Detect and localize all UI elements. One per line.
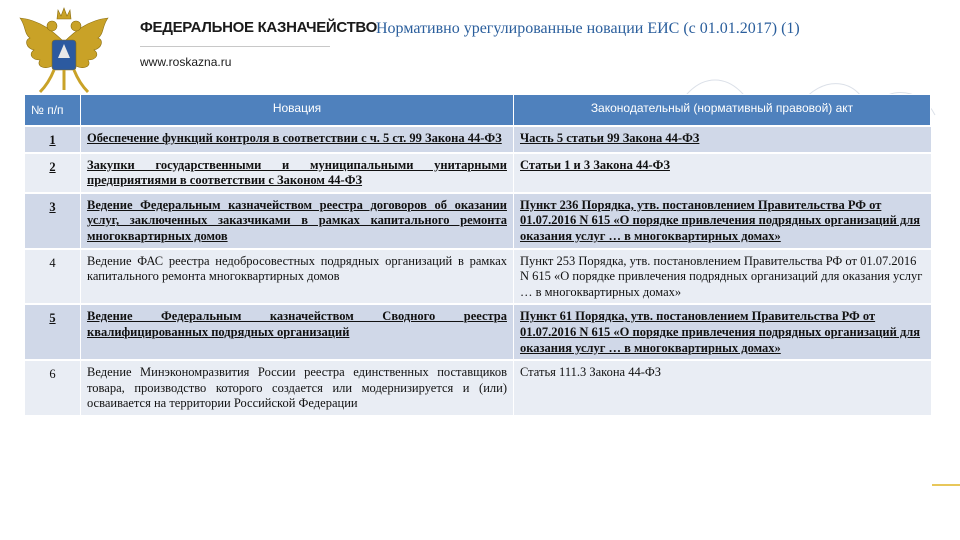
table-row: [25, 249, 931, 305]
act-cell: Статья 111.3 Закона 44-ФЗ: [514, 360, 931, 415]
table-row: [25, 126, 931, 153]
org-url: www.roskazna.ru: [140, 55, 232, 69]
act-cell: Статьи 1 и 3 Закона 44-ФЗ: [514, 153, 931, 193]
innovations-table: [24, 94, 931, 415]
act-cell: Пункт 253 Порядка, утв. постановлением Правительства РФ от 01.07.2016 N 615 «О порядке привлечения подрядных организаций для оказания услуг … в многоквартирных домах»: [514, 249, 931, 305]
innovation-cell: Закупки государственными и муниципальными унитарными предприятиями в соответствии с Законом 44-ФЗ: [81, 153, 514, 193]
column-header-number: № п/п: [25, 95, 81, 127]
table-row: [25, 360, 931, 415]
org-name: ФЕДЕРАЛЬНОЕ КАЗНАЧЕЙСТВО: [140, 19, 377, 36]
slide-title: Нормативно урегулированные новации ЕИС (с 01.01.2017) (1): [376, 20, 800, 37]
innovation-cell: Ведение Федеральным казначейством реестра договоров об оказании услуг, заключенных заказчиками в рамках капитального ремонта многоквартирных домов: [81, 193, 514, 249]
decorative-gold-line: [932, 484, 960, 486]
row-number: 6: [25, 360, 81, 415]
brand-divider: [140, 46, 330, 47]
row-number: 4: [25, 249, 81, 305]
innovation-cell: Обеспечение функций контроля в соответствии с ч. 5 ст. 99 Закона 44-ФЗ: [81, 126, 514, 153]
column-header-act: Законодательный (нормативный правовой) акт: [514, 95, 931, 127]
row-number: 2: [25, 153, 81, 193]
row-number: 1: [25, 126, 81, 153]
org-brand: [140, 19, 377, 69]
innovation-cell: Ведение Федеральным казначейством Сводного реестра квалифицированных подрядных организаций: [81, 304, 514, 360]
row-number: 5: [25, 304, 81, 360]
column-header-innovation: Новация: [81, 95, 514, 127]
act-cell: Пункт 236 Порядка, утв. постановлением Правительства РФ от 01.07.2016 N 615 «О порядке привлечения подрядных организаций для оказания услуг … в многоквартирных домах»: [514, 193, 931, 249]
row-number: 3: [25, 193, 81, 249]
table-row: [25, 153, 931, 193]
innovation-cell: Ведение Минэкономразвития России реестра единственных поставщиков товара, производство которого создается или модернизируется и (или) осваивается на территории Российской Федерации: [81, 360, 514, 415]
act-cell: Пункт 61 Порядка, утв. постановлением Правительства РФ от 01.07.2016 N 615 «О порядке привлечения подрядных организаций для оказания услуг … в многоквартирных домах»: [514, 304, 931, 360]
act-cell: Часть 5 статьи 99 Закона 44-ФЗ: [514, 126, 931, 153]
table-header-row: [25, 95, 931, 127]
innovation-cell: Ведение ФАС реестра недобросовестных подрядных организаций в рамках капитального ремонта многоквартирных домов: [81, 249, 514, 305]
table-row: [25, 193, 931, 249]
table-row: [25, 304, 931, 360]
double-headed-eagle-emblem-icon: [14, 4, 114, 96]
